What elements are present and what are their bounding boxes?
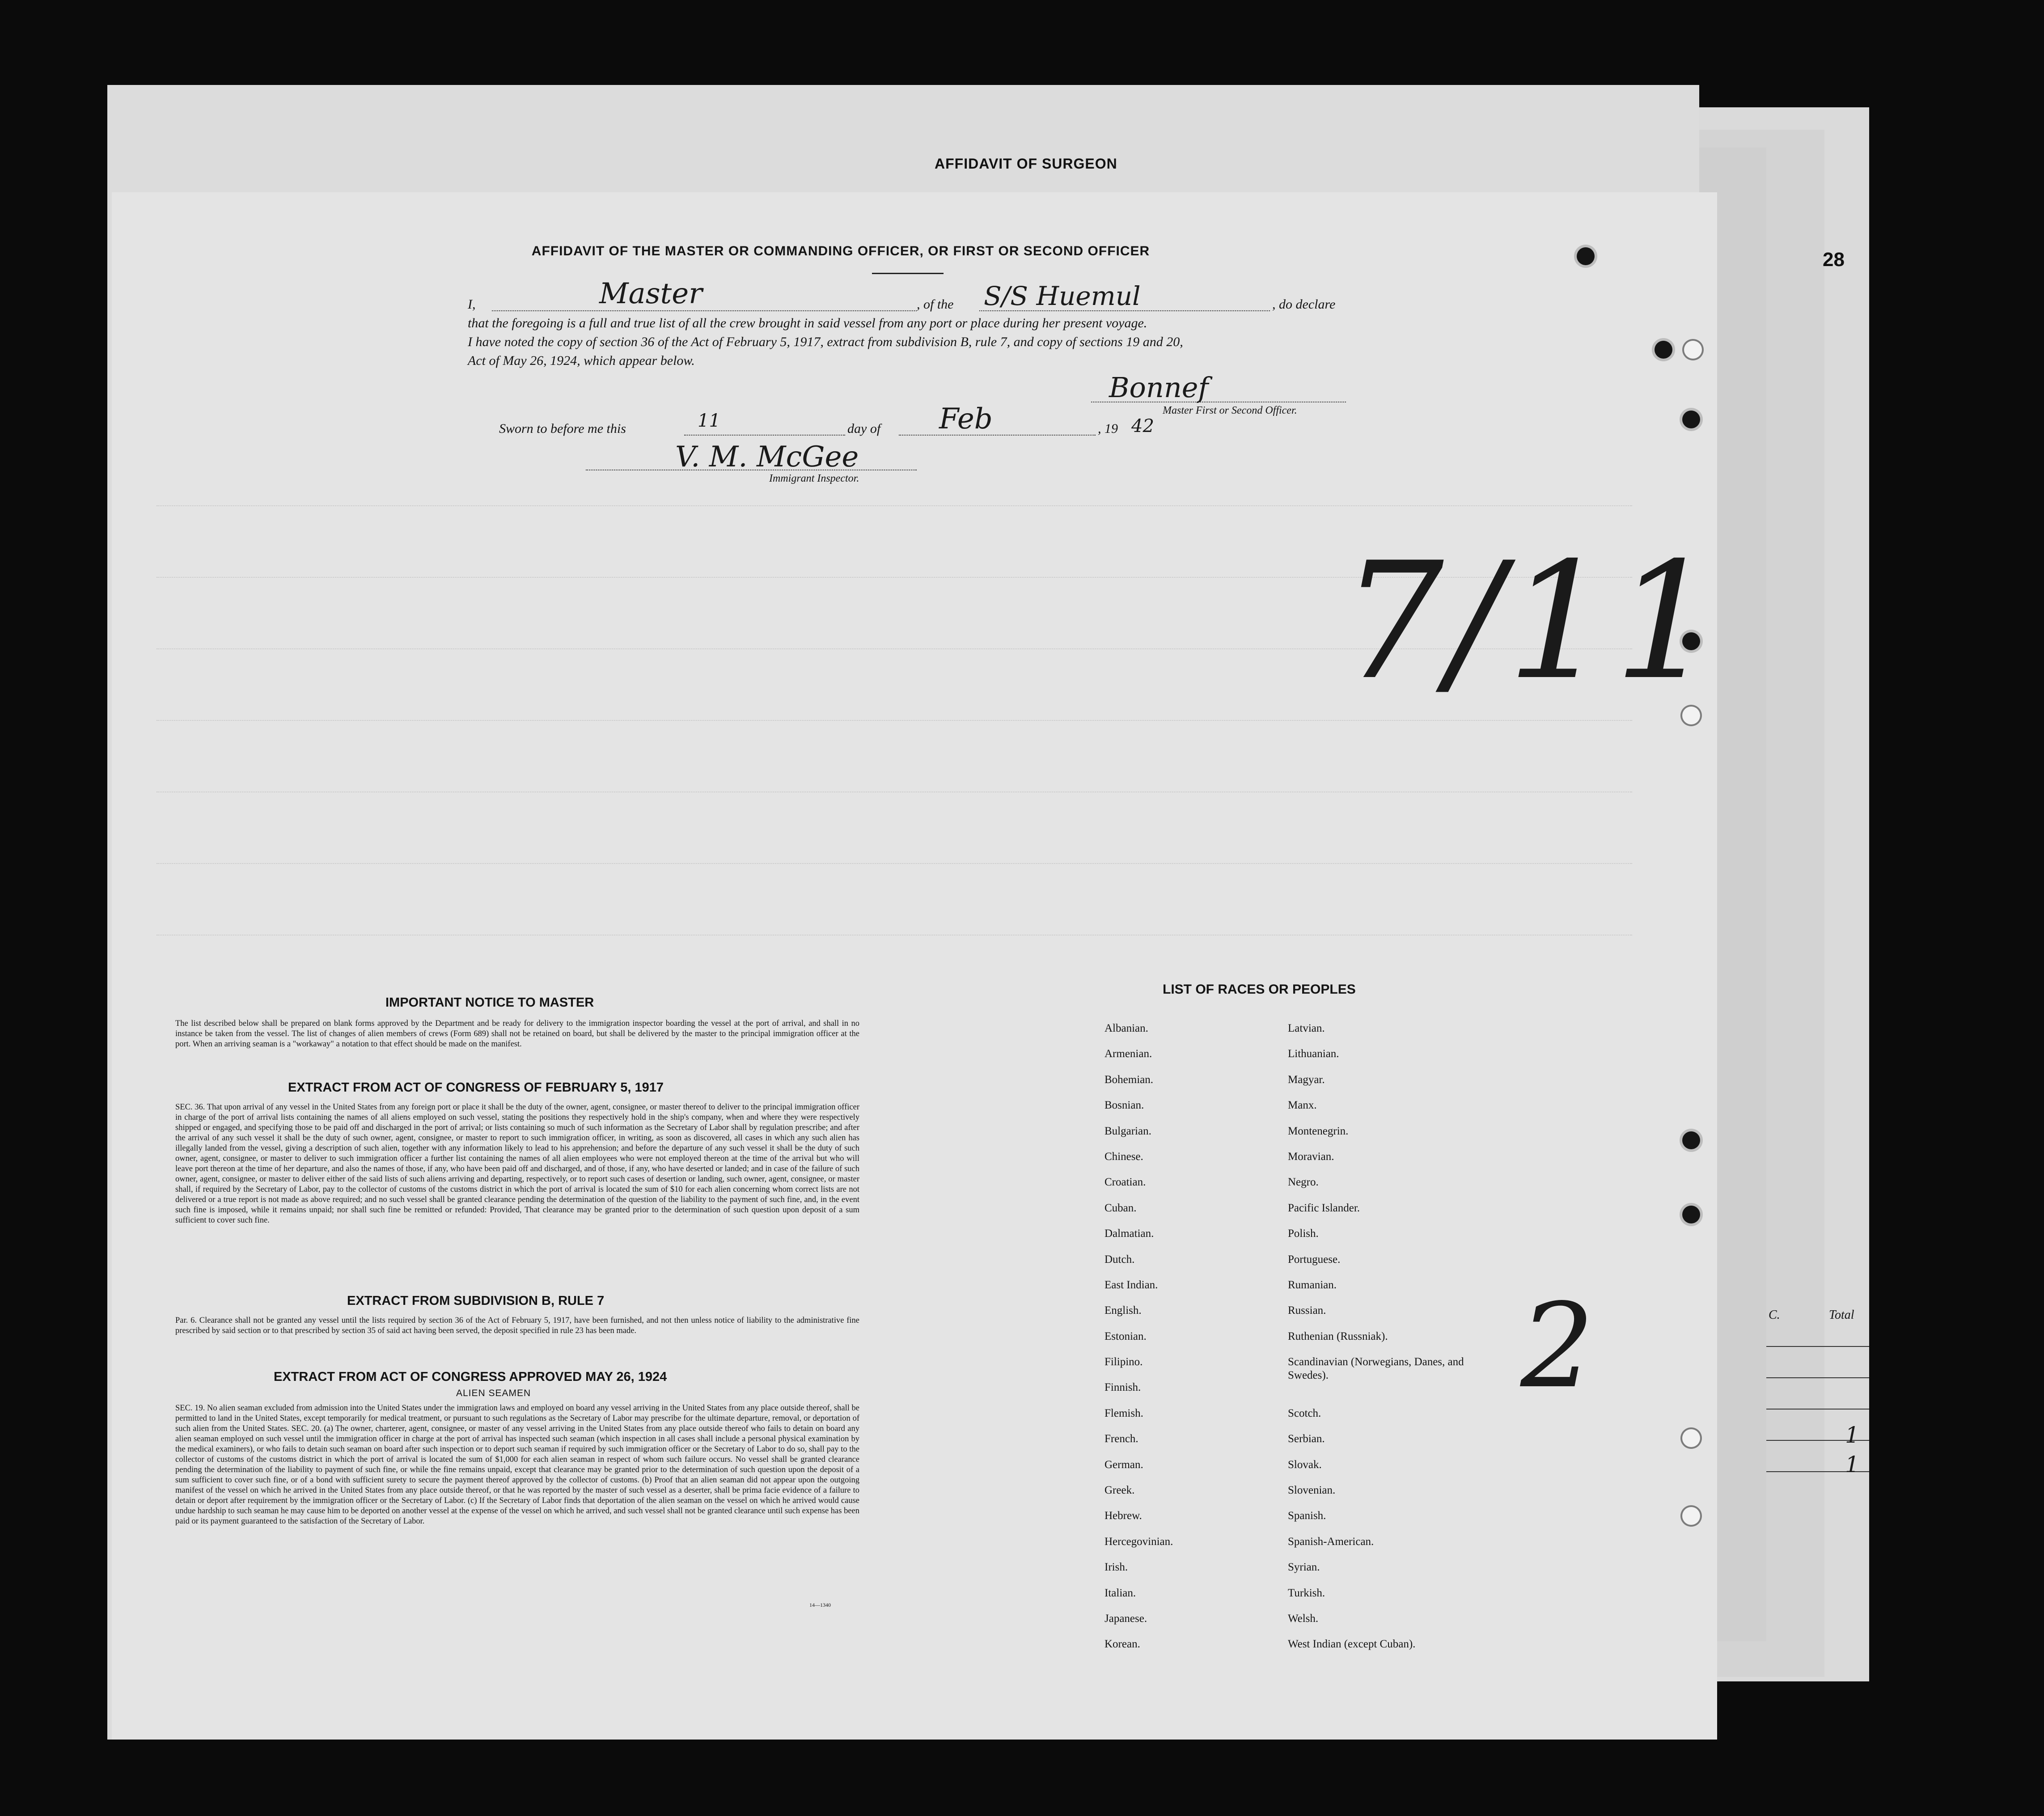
- inspector-signature: V. M. McGee: [675, 440, 859, 474]
- handwritten-two: 2: [1520, 1279, 1595, 1414]
- alien-seamen-subtitle: ALIEN SEAMEN: [456, 1388, 531, 1398]
- punch-hole: [1682, 1429, 1700, 1447]
- affidavit-title: AFFIDAVIT OF THE MASTER OR COMMANDING OFFICER, OR FIRST OR SECOND OFFICER: [531, 244, 1150, 258]
- race-item: English.: [1105, 1304, 1142, 1317]
- punch-hole: [1682, 1131, 1700, 1149]
- races-title: LIST OF RACES OR PEOPLES: [1163, 982, 1356, 997]
- affidavit-line2: that the foregoing is a full and true list of all the crew brought in said vessel from any port or place during her present voyage.: [468, 316, 1147, 330]
- sworn-prefix: Sworn to before me this: [499, 421, 626, 436]
- sworn-day-of: day of: [847, 421, 881, 436]
- punch-hole: [1682, 411, 1700, 428]
- race-item: Bosnian.: [1105, 1099, 1144, 1112]
- c-label: C.: [1769, 1308, 1780, 1322]
- signer-caption: Master First or Second Officer.: [1163, 405, 1297, 416]
- punch-hole: [1577, 247, 1595, 265]
- ghost-row: [157, 720, 1632, 721]
- ghost-row: [157, 863, 1632, 864]
- race-item: Flemish.: [1105, 1407, 1143, 1419]
- race-item: Bulgarian.: [1105, 1125, 1151, 1137]
- race-item: Negro.: [1288, 1176, 1319, 1189]
- races-right-column: [1288, 1022, 1476, 1664]
- race-item: Cuban.: [1105, 1202, 1137, 1214]
- total-label: Total: [1829, 1308, 1854, 1322]
- race-item: Armenian.: [1105, 1048, 1152, 1060]
- title-rule: [872, 273, 944, 274]
- punch-hole: [1655, 341, 1672, 359]
- race-item: Japanese.: [1105, 1612, 1147, 1625]
- race-item: Latvian.: [1288, 1022, 1325, 1034]
- total-line: [1766, 1377, 1869, 1378]
- ghost-row: [157, 505, 1632, 506]
- race-item: Korean.: [1105, 1638, 1140, 1651]
- total-line: [1766, 1409, 1869, 1410]
- race-item: Pacific Islander.: [1288, 1202, 1360, 1214]
- handwritten-vessel: S/S Huemul: [984, 281, 1141, 311]
- race-item: Dutch.: [1105, 1253, 1135, 1266]
- race-item: Magyar.: [1288, 1073, 1325, 1086]
- race-item: Spanish.: [1288, 1510, 1326, 1522]
- extract-1917-body: SEC. 36. That upon arrival of any vessel in the United States from any foreign port or place it shall be the duty of the owner, agent, consignee, or master thereof to deliver to the principal immigration officer in charge of the port of arrival lists containing the names of all aliens employed on such vessel, stating the positions they respectively hold in the ship's company, when and where they were respectively shipped or engaged, and specifying those to be paid off and discharged in the port of arrival; or lists containing so much of such information as the Secretary of Labor shall by regulation prescribe; and after the arrival of any such vessel it shall be the duty of such owner, agent, consignee, or master to report to such immigration officer, in writing, as soon as discovered, all cases in which any such alien has illegally landed from the vessel, giving a description of such alien, together with any information likely to lead to his apprehension; and before the departure of any such vessel it shall be the duty of such owner, agent, consignee, or master to deliver to such immigration officer a further list containing the names of all alien employees who were not employed thereon at the time of the arrival but who will leave port thereon at the time of her departure, and also the names of those, if any, who have been paid off and discharged, and of those, if any, who have deserted or landed; and in case of the failure of such owner, agent, consignee, or master to deliver either of the said lists of such aliens arriving and departing, respectively, or to report such cases of desertion or landing, such owner, agent, consignee, or master shall, if required by the Secretary of Labor, pay to the collector of customs of the customs district in which the port of arrival is located the sum of $10 for each alien concerning whom correct lists are not delivered or a true report is not made as above required; and no such vessel shall be granted clearance pending the determination of the question of the liability to the payment of such fine, and, in the event such fine is imposed, while it remains unpaid; nor shall such fine be remitted or refunded: Provided, That clearance may be granted prior to the determination of such question upon deposit of a sum sufficient to cover such fine.: [175, 1103, 859, 1225]
- race-item: East Indian.: [1105, 1278, 1158, 1291]
- race-item: French.: [1105, 1433, 1138, 1445]
- races-left-column: [1105, 1022, 1173, 1664]
- notice-body: The list described below shall be prepared on blank forms approved by the Department and be ready for delivery to the immigration inspector boarding the vessel at the port of arrival, and shall in no instance be taken from the vessel. The list of changes of alien members of crews (Form 689) shall not be retained on board, but shall be delivered by the master to the principal immigration officer at the port. When an arriving seaman is a "workaway" a notation to that effect should be made on the manifest.: [175, 1019, 859, 1049]
- race-item: Scotch.: [1288, 1407, 1321, 1419]
- inspector-caption: Immigrant Inspector.: [769, 473, 859, 484]
- race-item: Ruthenian (Russniak).: [1288, 1330, 1388, 1342]
- race-item: Albanian.: [1105, 1022, 1148, 1034]
- race-item: Welsh.: [1288, 1613, 1319, 1625]
- race-item: Scandinavian (Norwegians, Danes, and Swedes).: [1288, 1356, 1464, 1382]
- race-item: Bohemian.: [1105, 1073, 1154, 1086]
- race-item: Moravian.: [1288, 1150, 1334, 1163]
- race-item: German.: [1105, 1458, 1143, 1471]
- affidavit-line1-suffix: , do declare: [1272, 297, 1336, 312]
- race-item: Turkish.: [1288, 1587, 1325, 1599]
- race-item: Lithuanian.: [1288, 1048, 1339, 1060]
- race-item: Filipino.: [1105, 1356, 1143, 1368]
- extract-1924-body: SEC. 19. No alien seaman excluded from admission into the United States under the immigration laws and employed on board any vessel arriving in the United States from any place outside thereof, shall be permitted to land in the United States, except temporarily for medical treatment, or pursuant to such regulations as the Secretary of Labor may prescribe for the ultimate departure, removal, or deportation of such alien from the United States. SEC. 20. (a) The owner, charterer, agent, consignee, or master of any vessel arriving in the United States from any place outside thereof who fails to detain on board any alien seaman employed on such vessel until the immigration officer in charge at the port of arrival has inspected such seaman (which inspection in all cases shall include a personal physical examination by the medical examiners), or who fails to detain such seaman on board after such inspection or to deport such seaman if required by such immigration officer or the Secretary of Labor to do so, shall pay to the collector of customs of the customs district in which the port of arrival is located the sum of $1,000 for each alien seaman in respect of whom such failure occurs. No vessel shall be granted clearance pending the determination of the liability to payment of such fine, or while the fine remains unpaid, except that clearance may be granted prior to the determination of such question upon the deposit of a sum sufficient to cover such fine, or of a bond with sufficient surety to secure the payment thereof approved by the collector of customs. (b) Proof that an alien seaman did not appear upon the outgoing manifest of the vessel on which he arrived in the United States from any place outside thereof, or that he was reported by the master of such vessel as a deserter, shall be prima facie evidence of a failure to detain or deport after requirement by the immigration officer or the Secretary of Labor. (c) If the Secretary of Labor finds that deportation of the alien seaman on the vessel on which he arrived would cause undue hardship to such seaman he may cause him to be deported on another vessel at the expense of the vessel on which he arrived, and such vessel shall not be granted clearance until such expense has been paid or its payment guaranteed to the satisfaction of the Secretary of Labor.: [175, 1404, 859, 1526]
- handwritten-month: Feb: [939, 402, 993, 436]
- handwritten-batch-number: 7/11: [1342, 528, 1721, 715]
- race-item: Russian.: [1288, 1304, 1326, 1317]
- race-item: Hebrew.: [1105, 1510, 1142, 1522]
- race-item: Hercegovinian.: [1105, 1535, 1173, 1548]
- race-item: Manx.: [1288, 1099, 1317, 1112]
- race-item: Dalmatian.: [1105, 1228, 1154, 1240]
- handwritten-day: 11: [698, 411, 720, 431]
- page-number: 28: [1823, 249, 1845, 271]
- punch-hole: [1684, 341, 1702, 359]
- total-check-mark: 1: [1845, 1452, 1859, 1477]
- race-item: Slovenian.: [1288, 1484, 1336, 1497]
- sworn-year-prefix: , 19: [1098, 421, 1118, 436]
- affidavit-line1-prefix: I,: [468, 297, 476, 312]
- race-item: Estonian.: [1105, 1330, 1147, 1342]
- race-item: Croatian.: [1105, 1176, 1146, 1189]
- affidavit-line3: I have noted the copy of section 36 of the Act of February 5, 1917, extract from subdivision B, rule 7, and copy of sections 19 and 20,: [468, 334, 1183, 349]
- form-number: 14—1340: [809, 1602, 831, 1608]
- race-item: Rumanian.: [1288, 1278, 1337, 1291]
- extract-1924-title: EXTRACT FROM ACT OF CONGRESS APPROVED MAY 26, 1924: [274, 1370, 667, 1384]
- race-item: Spanish-American.: [1288, 1535, 1374, 1548]
- rule7-body: Par. 6. Clearance shall not be granted any vessel until the lists required by section 36 of the Act of February 5, 1917, have been furnished, and not then unless notice of liability to the administrative fine prescribed by said section or to that prescribed by section 35 of said act having been served, the deposit specified in rule 23 has been made.: [175, 1316, 859, 1335]
- race-item: Montenegrin.: [1288, 1125, 1349, 1137]
- race-item: Chinese.: [1105, 1150, 1143, 1163]
- surgeon-affidavit-title: AFFIDAVIT OF SURGEON: [935, 156, 1117, 172]
- ghost-row: [157, 935, 1632, 936]
- handwritten-rank: Master: [599, 277, 702, 310]
- punch-hole: [1682, 1507, 1700, 1525]
- master-signature: Bonnef: [1109, 371, 1209, 404]
- race-item: Greek.: [1105, 1484, 1135, 1497]
- rank-blank: [492, 310, 917, 311]
- race-item: Irish.: [1105, 1561, 1128, 1574]
- race-item: Slovak.: [1288, 1458, 1322, 1471]
- handwritten-year: 42: [1131, 416, 1154, 436]
- rule7-title: EXTRACT FROM SUBDIVISION B, RULE 7: [347, 1294, 605, 1308]
- race-item: Portuguese.: [1288, 1253, 1341, 1266]
- punch-hole: [1682, 1206, 1700, 1223]
- notice-title: IMPORTANT NOTICE TO MASTER: [385, 995, 594, 1010]
- race-item: Polish.: [1288, 1228, 1319, 1240]
- race-item: Italian.: [1105, 1587, 1136, 1599]
- race-item: West Indian (except Cuban).: [1288, 1638, 1416, 1651]
- affidavit-line4: Act of May 26, 1924, which appear below.: [468, 353, 695, 368]
- month-blank: [899, 435, 1096, 436]
- race-item: Finnish.: [1105, 1381, 1141, 1394]
- total-line: [1766, 1346, 1869, 1347]
- total-check-mark: 1: [1845, 1422, 1859, 1448]
- extract-1917-title: EXTRACT FROM ACT OF CONGRESS OF FEBRUARY 5, 1917: [288, 1080, 664, 1095]
- race-item: Syrian.: [1288, 1561, 1320, 1574]
- day-blank: [684, 435, 845, 436]
- race-item: Serbian.: [1288, 1433, 1325, 1445]
- affidavit-line1-mid: , of the: [917, 297, 954, 312]
